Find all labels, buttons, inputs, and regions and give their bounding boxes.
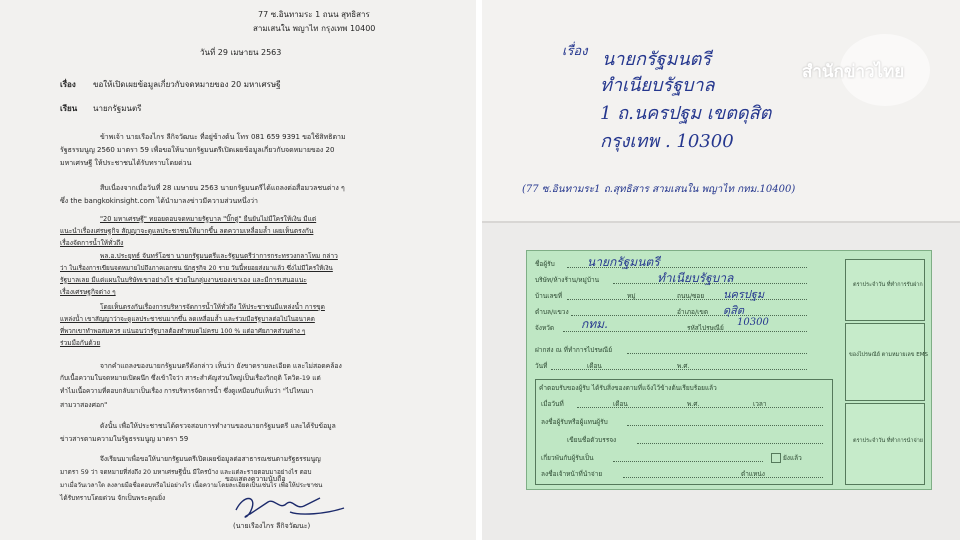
letter-quote-line3: เรื่องจัดการน้ำให้ทั่วถึง bbox=[60, 239, 124, 247]
form-name-label: ชื่อผู้รับ bbox=[535, 260, 555, 268]
form-sent-line bbox=[627, 353, 807, 354]
form-stamp-box-2 bbox=[845, 323, 925, 401]
form-road-label: ถนน/ซอย bbox=[677, 292, 705, 300]
form-province-value: กทม. bbox=[581, 317, 608, 331]
form-subdistrict-label: ตำบล/แขวง bbox=[535, 308, 569, 316]
form-house-line bbox=[567, 299, 807, 300]
ems-return-receipt-form bbox=[526, 250, 932, 490]
form-fullname-label: เขียนชื่อตัวบรรจง bbox=[567, 436, 617, 444]
letter-quote-line11: ร่วมมือกันด้วย bbox=[60, 339, 101, 347]
letter-panel bbox=[0, 0, 476, 540]
signature-image bbox=[230, 488, 350, 522]
letter-address-line2: สามเสนใน พญาไท กรุงเทพ 10400 bbox=[253, 24, 376, 33]
letter-p5-line3: มาเมื่อวันเวลาใด ลงลายมือชื่อตอบหรือไม่อย่างไร เนื้อความโดยละเอียดเป็นเช่นไร เพื่อให้ประชาชน bbox=[60, 482, 323, 489]
form-moo-label: หมู่ bbox=[627, 292, 636, 300]
form-stamp-label-1: ตราประจำวัน ที่ทำการรับฝาก bbox=[853, 282, 923, 288]
envelope-handwriting-line3: 1 ถ.นครปฐม เขตดุสิต bbox=[600, 103, 772, 124]
letter-p5-line2: มาตรา 59 ว่า จดหมายที่ส่งถึง 20 มหาเศรษฐีนั้น มีใครบ้าง และแต่ละรายตอบมาอย่างไร ตอบ bbox=[60, 469, 312, 476]
form-when-line bbox=[577, 407, 823, 408]
form-name-value: นายกรัฐมนตรี bbox=[587, 255, 660, 269]
letter-subject: ขอให้เปิดเผยข้อมูลเกี่ยวกับจดหมายของ 20 มหาเศรษฐี bbox=[93, 80, 281, 89]
form-staff-sig-label: ลงชื่อเจ้าหน้าที่นำจ่าย bbox=[541, 470, 603, 478]
letter-p2-line2: ซึ่ง the bangkokinsight.com ได้นำมาลงข่าวมีความส่วนหนึ่งว่า bbox=[60, 197, 258, 205]
form-month-label: เดือน bbox=[587, 362, 602, 370]
form-year2-label: พ.ศ. bbox=[687, 400, 700, 408]
envelope-handwriting-line4: กรุงเทพ . 10300 bbox=[600, 131, 734, 152]
form-return-label: คำตอบรับของผู้รับ ได้รับสิ่งของตามที่แจ้งไว้ข้างต้นเรียบร้อยแล้ว bbox=[539, 384, 717, 392]
letter-quote-line5: ว่า ในเรื่องการเขียนจดหมายไปถึงภาคเอกชน นักธุรกิจ 20 ราย วันนี้ทยอยส่งมาแล้ว ซึ่งไม่มีใครให้เงิน bbox=[60, 265, 333, 272]
letter-closing: ขอแสดงความนับถือ bbox=[225, 475, 286, 483]
form-road-value: นครปฐม bbox=[723, 288, 765, 301]
envelope-sender: (77 ซ.อินทามระ1 ถ.สุทธิสาร สามเสนใน พญาไท กทม.10400) bbox=[522, 184, 796, 195]
form-stamp-label-2: ของไปรษณีย์ ตามหมายเลข EMS bbox=[849, 352, 928, 358]
letter-quote-line9: แหล่งน้ำ เขาสัญญาว่าจะดูแลประชาชนมากขึ้น ลดเหลื่อมล้ำ และร่วมมือรัฐบาลต่อไปในอนาคต bbox=[60, 316, 315, 323]
letter-p3-line3: ทำไมเนื้อความที่ตอบกลับมาเป็นเรื่อง การบริหารจัดการน้ำ ซึ่งดูเหมือนกับเห็นว่า "ไปไหนมา bbox=[60, 387, 314, 395]
letter-p4-line2: ข่าวสารตามความในรัฐธรรมนูญ มาตรา 59 bbox=[60, 435, 189, 443]
letter-subject-label: เรื่อง bbox=[60, 80, 76, 89]
form-year-label: พ.ศ. bbox=[677, 362, 690, 370]
form-district-label: อำเภอ/เขต bbox=[677, 308, 709, 316]
form-staff-sig-line bbox=[623, 477, 823, 478]
envelope-panel bbox=[482, 0, 960, 540]
letter-p1-line3: มหาเศรษฐี ให้ประชาชนได้รับทราบโดยด่วน bbox=[60, 159, 192, 167]
envelope-handwriting-line1: นายกรัฐมนตรี bbox=[602, 49, 711, 70]
letter-p1-line1: ข้าพเจ้า นายเรืองไกร ลีกิจวัฒนะ ที่อยู่ข้างต้น โทร 081 659 9391 ขอใช้สิทธิตาม bbox=[100, 133, 346, 141]
letter-quote-line6: รัฐบาลเลย มีแต่แผนในบริษัทเขาอย่างไร ช่วยในกลุ่มงานของเขาเอง และมีการเสนอแนะ bbox=[60, 276, 307, 284]
form-relation-label: เกี่ยวพันกับผู้รับเป็น bbox=[541, 454, 594, 462]
letter-p2-line1: สืบเนื่องจากเมื่อวันที่ 28 เมษายน 2563 นายกรัฐมนตรีได้แถลงต่อสื่อมวลชนต่าง ๆ bbox=[100, 184, 345, 192]
form-stamp-box-1 bbox=[845, 259, 925, 321]
form-stamp-label-3: ตราประจำวัน ที่ทำการนำจ่าย bbox=[853, 438, 924, 444]
letter-p3-line1: จากคำแถลงของนายกรัฐมนตรีดังกล่าว เห็นว่า ยังขาดรายละเอียด และไม่สอดคล้อง bbox=[100, 362, 342, 370]
envelope-handwriting-line2: ทำเนียบรัฐบาล bbox=[600, 75, 715, 96]
form-already-label: ยังแล้ว bbox=[783, 454, 802, 462]
letter-to: นายกรัฐมนตรี bbox=[93, 104, 142, 113]
form-house-label: บ้านเลขที่ bbox=[535, 292, 563, 300]
form-fullname-line bbox=[637, 443, 823, 444]
form-postcode-value: 10300 bbox=[737, 317, 769, 328]
letter-quote-line1: "20 มหาเศรษฐี" ทยอยตอบจดหมายรัฐบาล "บิ๊กตู่" ยืนยันไม่มีใครให้เงิน มีแต่ bbox=[100, 215, 317, 223]
letter-p1-line2: รัฐธรรมนูญ 2560 มาตรา 59 เพื่อขอให้นายกรัฐมนตรีเปิดเผยข้อมูลเกี่ยวกับจดหมายของ 20 bbox=[60, 146, 335, 154]
letter-p5-line4: ได้รับทราบโดยด่วน จักเป็นพระคุณยิ่ง bbox=[60, 494, 166, 502]
form-already-checkbox[interactable] bbox=[771, 453, 781, 463]
letter-p5-line1: จึงเรียนมาเพื่อขอให้นายกรัฐมนตรีเปิดเผยข้อมูลต่อสาธารณชนตามรัฐธรรมนูญ bbox=[100, 455, 321, 463]
letter-to-label: เรียน bbox=[60, 104, 78, 113]
letter-address-line1: 77 ซ.อินทามระ 1 ถนน สุทธิสาร bbox=[258, 10, 370, 19]
letter-signature-name: (นายเรืองไกร ลีกิจวัฒนะ) bbox=[233, 522, 311, 530]
form-position-label: ตำแหน่ง bbox=[741, 470, 765, 478]
letter-quote-line10: ที่พวกเขาทำพอสมควร แน่นอนว่ารัฐบาลต้องทำหมดไม่ครบ 100 % แต่อาศัยภาคส่วนต่าง ๆ bbox=[60, 328, 306, 335]
letter-quote-line2: แนะนำเรื่องเศรษฐกิจ สัญญาจะดูแลประชาชนให้มากขึ้น ลดความเหลื่อมล้ำ เผยเห็นตรงกัน bbox=[60, 227, 314, 235]
letter-p3-line4: สามวาสองศอก" bbox=[60, 401, 108, 409]
envelope-fold bbox=[482, 221, 960, 223]
form-receiver-sig-label: ลงชื่อผู้รับหรือผู้แทนผู้รับ bbox=[541, 418, 608, 426]
form-province-label: จังหวัด bbox=[535, 324, 555, 332]
letter-quote-line8: โดยเห็นตรงกันเรื่องการบริหารจัดการน้ำให้ทั่วถึง ให้ประชาชนมีแหล่งน้ำ การขุด bbox=[100, 303, 325, 311]
form-sent-label: ฝากส่ง ณ ที่ทำการไปรษณีย์ bbox=[535, 346, 613, 354]
form-company-value: ทำเนียบรัฐบาล bbox=[657, 271, 734, 285]
form-when-label: เมื่อวันที่ bbox=[541, 400, 564, 408]
envelope-to-label: เรื่อง bbox=[562, 44, 588, 59]
letter-p3-line2: กับเนื้อความในจดหมายเปิดผนึก ซึ่งเข้าใจว่า สาระสำคัญส่วนใหญ่เป็นเรื่องวิกฤติ โควิด-19 แต่ bbox=[60, 374, 321, 382]
form-district-value: ดุสิต bbox=[723, 304, 745, 317]
form-month2-label: เดือน bbox=[613, 400, 628, 408]
form-receiver-sig-line bbox=[627, 425, 823, 426]
letter-quote-line7: เรื่องเศรษฐกิจต่าง ๆ bbox=[60, 288, 116, 296]
form-company-label: บริษัท/ห้างร้าน/หมู่บ้าน bbox=[535, 276, 600, 284]
form-date-line bbox=[551, 369, 807, 370]
form-time-label: เวลา bbox=[753, 400, 767, 408]
letter-quote-line4: พล.อ.ประยุทธ์ จันทร์โอชา นายกรัฐมนตรีและรัฐมนตรีว่าการกระทรวงกลาโหม กล่าว bbox=[100, 252, 338, 260]
letter-date: วันที่ 29 เมษายน 2563 bbox=[200, 48, 282, 57]
letter-p4-line1: ดังนั้น เพื่อให้ประชาชนได้ตรวจสอบการทำงานของนายกรัฐมนตรี และได้รับข้อมูล bbox=[100, 422, 336, 430]
news-logo-text: สำนักข่าวไทย bbox=[802, 62, 905, 82]
form-relation-line bbox=[613, 461, 763, 462]
form-date-label: วันที่ bbox=[535, 362, 548, 370]
form-postcode-label: รหัสไปรษณีย์ bbox=[687, 324, 724, 332]
